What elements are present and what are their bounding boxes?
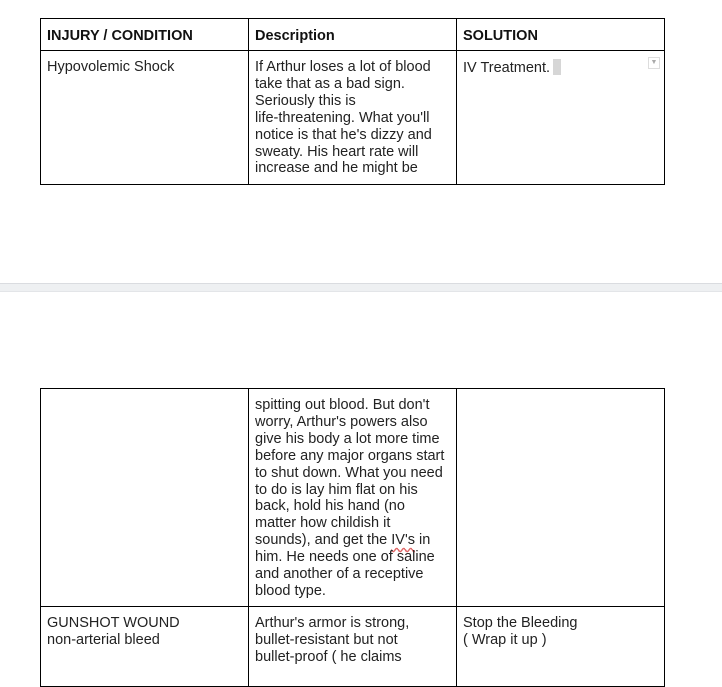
text-line: spitting out blood. But don't: [255, 397, 430, 413]
injury-table: [40, 18, 665, 185]
cell-solution[interactable]: [457, 51, 665, 185]
text-line: If Arthur loses a lot of blood: [255, 59, 431, 75]
cell-solution[interactable]: [457, 389, 665, 607]
text-line: [255, 532, 450, 549]
text-line: non-arterial bleed: [47, 631, 160, 648]
page-1: [0, 0, 722, 283]
text-line: to do is lay him flat on his: [255, 481, 418, 498]
text-line: blood type.: [255, 582, 326, 599]
text-line: to shut down. What you need: [255, 464, 443, 481]
table-row: [41, 51, 665, 185]
text-line: ( Wrap it up ): [463, 631, 547, 648]
header-row: [41, 19, 665, 51]
page-2: [0, 292, 722, 669]
text-line: increase and he might be: [255, 160, 418, 177]
text-line: worry, Arthur's powers also: [255, 413, 428, 430]
cell-solution[interactable]: [457, 606, 665, 686]
solution-text: IV Treatment.: [463, 60, 551, 76]
text-line: bullet-resistant but not: [255, 631, 398, 648]
text-line: take that as a bad sign.: [255, 75, 405, 92]
text-line: back, hold his hand (no: [255, 498, 405, 515]
text-line: him. He needs one of saline: [255, 549, 435, 566]
text-fragment: in: [414, 532, 431, 549]
cell-description[interactable]: [249, 51, 457, 185]
table-row: [41, 606, 665, 686]
text-line: GUNSHOT WOUND: [47, 614, 180, 631]
misspelled-word[interactable]: IV's: [391, 532, 415, 549]
text-line: life-threatening. What you'll: [255, 109, 430, 126]
text-line: notice is that he's dizzy and: [255, 126, 432, 143]
text-line: give his body a lot more time: [255, 430, 440, 447]
text-line: and another of a receptive: [255, 566, 424, 583]
text-line: matter how childish it: [255, 515, 391, 532]
dropdown-arrow-icon[interactable]: ▼: [648, 57, 660, 69]
text-line: Seriously this is: [255, 92, 356, 109]
text-line: Arthur's armor is strong,: [255, 614, 410, 631]
page-break: [0, 283, 722, 292]
text-line: sweaty. His heart rate will: [255, 143, 419, 160]
text-fragment: sounds), and get the: [255, 532, 392, 549]
header-description: Description: [249, 19, 457, 51]
header-injury: INJURY / CONDITION: [41, 19, 249, 51]
text-line: bullet-proof ( he claims: [255, 648, 402, 665]
text-selection: [553, 59, 561, 75]
table-row: [41, 389, 665, 607]
text-line: Stop the Bleeding: [463, 614, 578, 631]
cell-description[interactable]: [249, 606, 457, 686]
cell-injury[interactable]: [41, 389, 249, 607]
cell-description[interactable]: [249, 389, 457, 607]
injury-table-continued: [40, 388, 665, 687]
cell-injury[interactable]: [41, 606, 249, 686]
text-line: before any major organs start: [255, 447, 445, 464]
cell-injury[interactable]: Hypovolemic Shock: [41, 51, 249, 185]
header-solution: SOLUTION: [457, 19, 665, 51]
